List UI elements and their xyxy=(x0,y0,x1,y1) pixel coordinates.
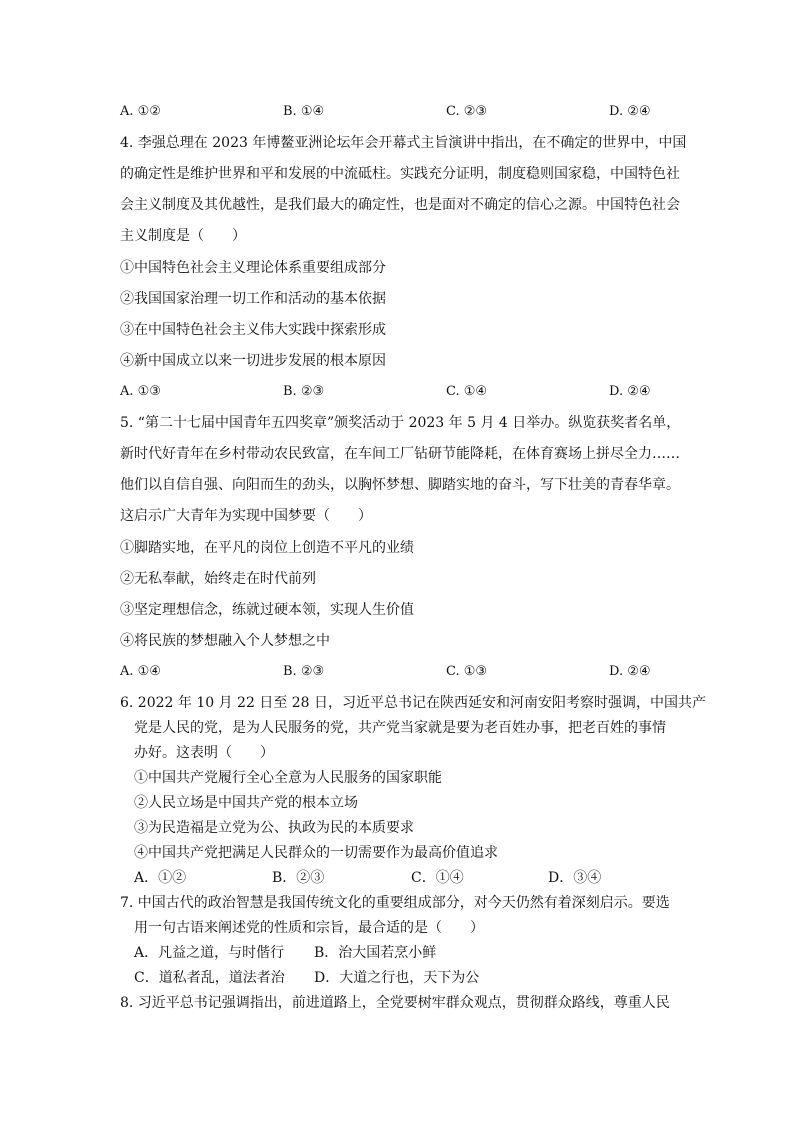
q5-item-4: ④将民族的梦想融入个人梦想之中 xyxy=(120,633,330,649)
q4-option-c[interactable]: C. ①④ xyxy=(446,384,488,399)
q7-options-row-1 xyxy=(134,944,534,962)
q5-stem-line-3: 他们以自信自强、向阳而生的劲头，以胸怀梦想、脚踏实地的奋斗，写下壮美的青春华章。 xyxy=(120,477,680,493)
q6-item-1: ①中国共产党履行全心全意为人民服务的国家职能 xyxy=(134,770,442,786)
q6-item-2: ②人民立场是中国共产党的根本立场 xyxy=(134,795,358,811)
q5-option-b[interactable]: B. ②③ xyxy=(283,664,325,679)
q4-stem-line-1: 4. 李强总理在 2023 年博鳌亚洲论坛年会开幕式主旨演讲中指出，在不确定的世界中，中国 xyxy=(120,135,687,151)
q4-stem-line-3: 会主义制度及其优越性，是我们最大的确定性，也是面对不确定的信心之源。中国特色社会 xyxy=(120,197,680,213)
q4-item-3: ③在中国特色社会主义伟大实践中探索形成 xyxy=(120,322,386,338)
q3-option-a[interactable]: A. ①② xyxy=(120,104,161,119)
q6-stem-line-1: 6. 2022 年 10 月 22 日至 28 日，习近平总书记在陕西延安和河南安阳考察时强调，中国共产 xyxy=(120,695,707,711)
q5-stem-line-2: 新时代好青年在乡村带动农民致富，在车间工厂钻研节能降耗，在体育赛场上拼尽全力…… xyxy=(120,446,680,462)
q7-option-c[interactable]: C．道私者乱，道法者治 xyxy=(134,970,285,986)
q7-options-row-2 xyxy=(134,969,534,987)
q4-option-d[interactable]: D. ②④ xyxy=(609,384,651,399)
q6-stem-line-3: 办好。这表明（ ） xyxy=(134,745,274,761)
q5-item-1: ①脚踏实地，在平凡的岗位上创造不平凡的业绩 xyxy=(120,540,414,556)
q5-option-a[interactable]: A. ①④ xyxy=(120,664,161,679)
q6-option-c[interactable]: C．①④ xyxy=(411,870,464,886)
q3-option-b[interactable]: B. ①④ xyxy=(283,104,325,119)
q4-option-a[interactable]: A. ①③ xyxy=(120,384,161,399)
q7-stem-line-1: 7. 中国古代的政治智慧是我国传统文化的重要组成部分，对今天仍然有着深刻启示。要选 xyxy=(120,895,670,911)
q7-option-d[interactable]: D．大道之行也，天下为公 xyxy=(314,970,480,986)
q4-option-b[interactable]: B. ②③ xyxy=(283,384,325,399)
q3-option-d[interactable]: D. ②④ xyxy=(609,104,651,119)
q6-stem-line-2: 党是人民的党，是为人民服务的党，共产党当家就是要为老百姓办事，把老百姓的事情 xyxy=(134,720,666,736)
q5-stem-line-1: 5. “第二十七届中国青年五四奖章”颁奖活动于 2023 年 5 月 4 日举办。纵览获奖者名单， xyxy=(120,415,681,431)
q5-item-2: ②无私奉献，始终走在时代前列 xyxy=(120,571,316,587)
q6-item-3: ③为民造福是立党为公、执政为民的本质要求 xyxy=(134,820,414,836)
q7-option-a[interactable]: A．凡益之道，与时偕行 xyxy=(134,945,285,961)
q6-option-b[interactable]: B．②③ xyxy=(272,870,325,886)
q8-stem-line-1: 8. 习近平总书记强调指出，前进道路上，全党要树牢群众观点，贯彻群众路线，尊重人民 xyxy=(120,995,670,1011)
q4-item-4: ④新中国成立以来一切进步发展的根本原因 xyxy=(120,353,386,369)
q6-item-4: ④中国共产党把满足人民群众的一切需要作为最高价值追求 xyxy=(134,845,498,861)
q4-item-2: ②我国国家治理一切工作和活动的基本依据 xyxy=(120,291,386,307)
q6-option-d[interactable]: D．③④ xyxy=(548,870,602,886)
q6-option-a[interactable]: A．①② xyxy=(134,870,187,886)
q6-options xyxy=(134,869,634,887)
q4-stem-line-4: 主义制度是（ ） xyxy=(120,228,246,244)
q7-stem-line-2: 用一句古语来阐述党的性质和宗旨，最合适的是（ ） xyxy=(134,920,484,936)
q4-item-1: ①中国特色社会主义理论体系重要组成部分 xyxy=(120,260,386,276)
q4-stem-line-2: 的确定性是维护世界和平和发展的中流砥柱。实践充分证明，制度稳则国家稳，中国特色社 xyxy=(120,166,680,182)
q3-option-c[interactable]: C. ②③ xyxy=(446,104,488,119)
q7-option-b[interactable]: B．治大国若烹小鲜 xyxy=(314,945,437,961)
q5-item-3: ③坚定理想信念，练就过硬本领，实现人生价值 xyxy=(120,602,414,618)
q5-option-c[interactable]: C. ①③ xyxy=(446,664,488,679)
q5-option-d[interactable]: D. ②④ xyxy=(609,664,651,679)
q5-stem-line-4: 这启示广大青年为实现中国梦要（ ） xyxy=(120,508,372,524)
